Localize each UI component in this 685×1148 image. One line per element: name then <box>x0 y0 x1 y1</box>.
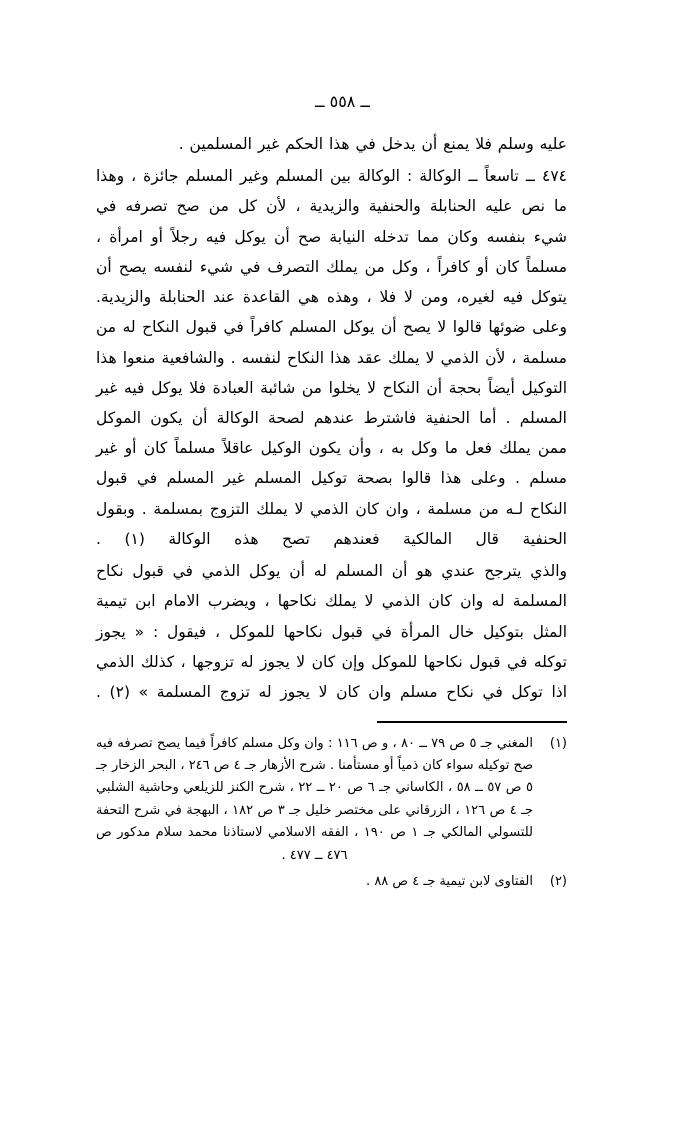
footnote-text: المغني جـ ٥ ص ٧٩ ــ ٨٠ ، و ص ١١٦ : وان وكل مسلم كافراً فيما يصح تصرفه فيه صح توكيله سواء كان ذمياً أو مستأمنا . شرح الأزهار جـ ٤ ص ٢٤٦ ، البحر الزخار جـ ٥ ص ٥٧ ــ ٥٨ ، الكاساني جـ ٦ ص ٢٠ ــ ٢٢ ، شرح الكنز للزيلعي وحاشية الشلبي جـ ٤ ص ١٢٦ ، الزرقاني على مختصر خليل جـ ٣ ص ١٨٢ ، البهجة في شرح التحفة للتسولي المالكي جـ ١ ص ١٩٠ ، الفقه الاسلامي لاستاذنا محمد سلام مدكور ص ٤٧٦ ــ ٤٧٧ . <box>96 735 533 863</box>
paragraph-conclusion: والذي يترجح عندي هو أن المسلم له أن يوكل الذمي في قبول نكاح المسلمة له وان كان الذمي لا يملك نكاحها ، ويضرب الامام ابن تيمية المثل بتوكيل خال المرأة في قبول نكاحها للموكل ، فيقول : « يجوز توكله في قبول نكاحها للموكل وإن كان لا يجوز له تزوجها ، كذلك الذمي اذا توكل في نكاح مسلم وان كان لا يجوز له تزوج المسلمة » (٢) . <box>96 562 567 701</box>
paragraph-section-474: ٤٧٤ ــ تاسعاً ــ الوكالة : الوكالة بين المسلم وغير المسلم جائزة ، وهذا ما نص عليه الحنابلة والحنفية والزيدية ، لأن كل من صح تصرفه في شيء بنفسه وكان مما تدخله النيابة صح أن يوكل فيه رجلاً أو امرأة ، مسلماً كان أو كافراً ، وكل من يملك التصرف في شيء لنفسه يصح أن يتوكل فيه لغيره، ومن لا فلا ، وهذه هي القاعدة عند الحنابلة والزيدية. وعلى ضوئها قالوا لا يصح أن يوكل المسلم كافراً في قبول النكاح له من مسلمة ، لأن الذمي لا يملك عقد هذا النكاح لنفسه . والشافعية منعوا هذا التوكيل أيضاً بحجة أن النكاح لا يخلوا من شائبة العبادة فلا يوكل فيه غير المسلم . أما الحنفية فاشترط عندهم لصحة الوكالة أن يكون الموكل ممن يملك فعل ما وكل به ، وأن يكون الوكيل عاقلاً مسلماً كان أو غير مسلم . وعلى هذا قالوا بصحة توكيل المسلم غير المسلم في قبول النكاح لـه من مسلمة ، وان كان الذمي لا يملك التزوج بمسلمة . وبقول الحنفية قال المالكية فعندهم تصح هذه الوكالة (١) . <box>96 167 567 548</box>
footnote-marker: (٢) <box>549 873 567 889</box>
footnote-item <box>96 871 567 893</box>
document-page <box>0 92 685 1148</box>
footnote-marker: (١) <box>549 735 567 751</box>
footnote-item <box>96 733 567 867</box>
paragraph-continuation: عليه وسلم فلا يمنع أن يدخل في هذا الحكم غير المسلمين . <box>178 135 567 153</box>
footnotes-block <box>96 733 567 894</box>
page-number: ــ ٥٥٨ ــ <box>315 92 370 111</box>
body-text-block <box>96 129 567 707</box>
footnote-divider <box>377 721 567 723</box>
footnote-text: الفتاوى لابن تيمية جـ ٤ ص ٨٨ . <box>366 873 533 889</box>
